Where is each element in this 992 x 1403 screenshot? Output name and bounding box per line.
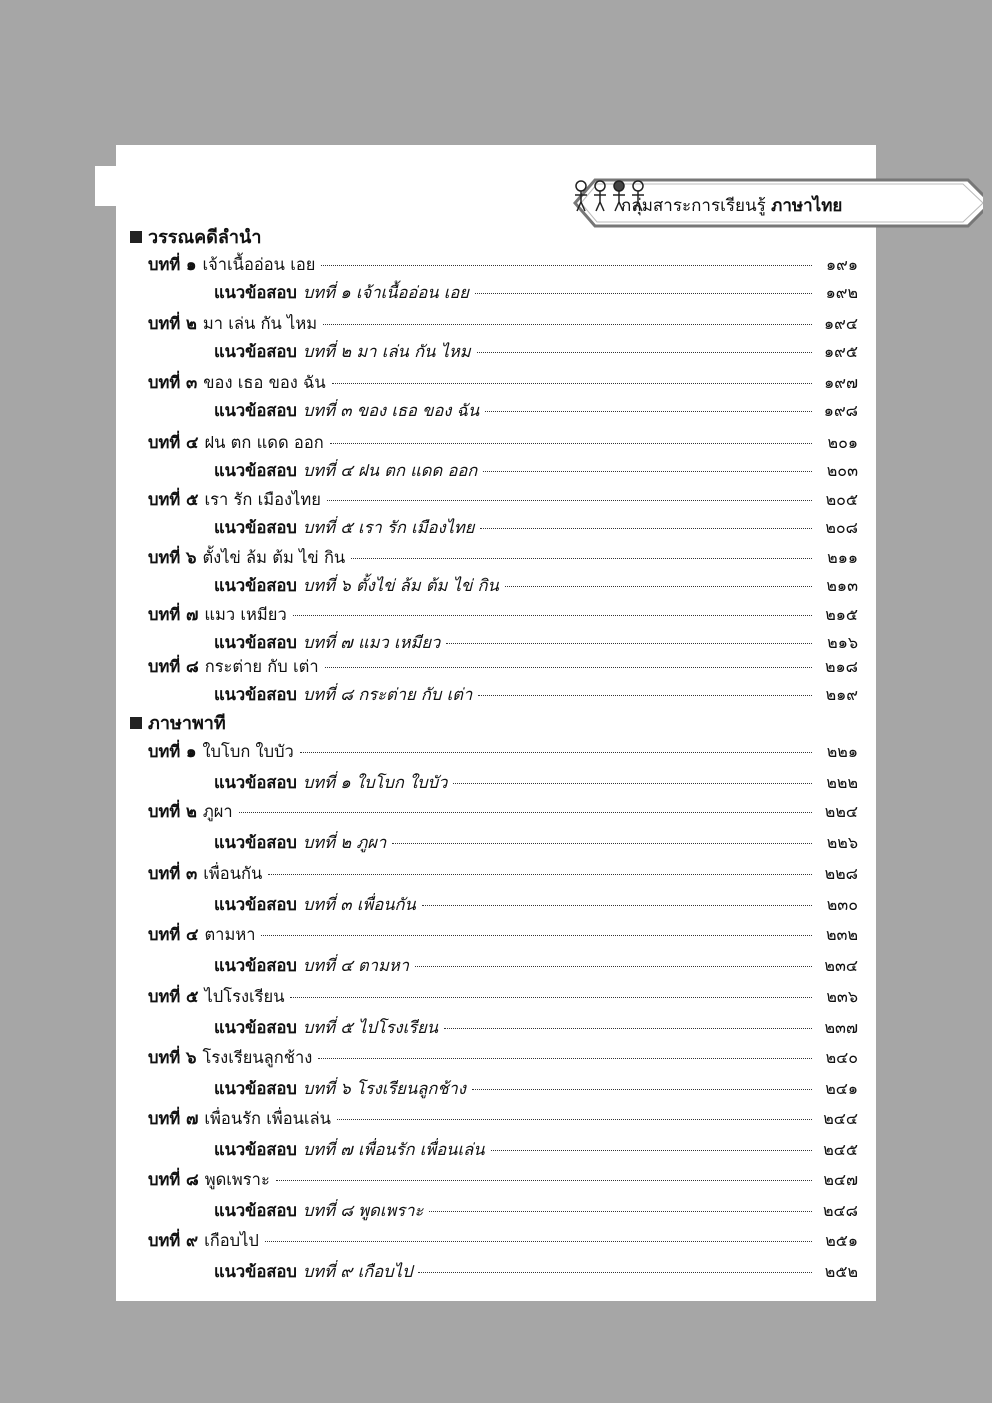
dot-leader <box>480 527 812 529</box>
page-number: ๒๔๗ <box>823 1170 858 1189</box>
page-number: ๒๔๕ <box>823 1139 858 1159</box>
toc-lesson-row[interactable] <box>148 487 858 513</box>
dot-leader <box>332 382 812 384</box>
page-number: ๑๙๗ <box>824 373 858 392</box>
exercise-label: แนวข้อสอบ <box>214 576 297 595</box>
dot-leader <box>444 1027 812 1029</box>
toc-exercise-row[interactable] <box>214 280 858 306</box>
lesson-number: บทที่ ๖ <box>148 1048 197 1067</box>
toc-lesson-row[interactable] <box>148 922 858 948</box>
kids-icon <box>573 178 653 214</box>
lesson-number: บทที่ ๘ <box>148 1170 199 1189</box>
lesson-title: ภูผา <box>202 802 233 821</box>
exercise-ref: บทที่ ๙ เกือบไป <box>302 1261 413 1281</box>
lesson-title: โรงเรียนลูกช้าง <box>202 1048 313 1067</box>
lesson-title: แมว เหมียว <box>204 605 287 624</box>
lesson-title: เพื่อนรัก เพื่อนเล่น <box>204 1109 331 1128</box>
banner-title <box>621 192 842 219</box>
toc-exercise-row[interactable] <box>214 1015 858 1041</box>
exercise-ref: บทที่ ๒ มา เล่น กัน ไหม <box>302 342 471 361</box>
lesson-title: ตามหา <box>204 925 256 944</box>
exercise-label: แนวข้อสอบ <box>214 401 297 420</box>
exercise-ref: บทที่ ๕ เรา รัก เมืองไทย <box>302 518 475 537</box>
dot-leader <box>327 499 812 501</box>
exercise-ref: บทที่ ๔ ตามหา <box>302 955 410 975</box>
lesson-title: เกือบไป <box>204 1231 259 1250</box>
dot-leader <box>392 842 812 844</box>
exercise-label: แนวข้อสอบ <box>214 1078 297 1098</box>
page-corner <box>95 166 125 206</box>
dot-leader <box>429 1210 812 1212</box>
lesson-title: ฝน ตก แดด ออก <box>204 433 324 452</box>
exercise-label: แนวข้อสอบ <box>214 518 297 537</box>
exercise-ref: บทที่ ๘ พูดเพราะ <box>302 1200 424 1220</box>
page-number: ๒๑๑ <box>827 548 858 567</box>
toc-exercise-row[interactable] <box>214 770 858 796</box>
page-number: ๑๙๒ <box>825 283 858 302</box>
dot-leader <box>268 873 812 875</box>
page-number: ๒๔๑ <box>825 1078 858 1098</box>
exercise-label: แนวข้อสอบ <box>214 955 297 975</box>
dot-leader <box>505 585 812 587</box>
toc-lesson-row[interactable] <box>148 739 858 765</box>
page-number: ๒๒๒ <box>826 772 858 792</box>
dot-leader <box>453 782 812 784</box>
lesson-number: บทที่ ๒ <box>148 314 197 333</box>
toc-lesson-row[interactable] <box>148 252 858 278</box>
lesson-number: บทที่ ๑ <box>148 742 197 761</box>
lesson-title: กระต่าย กับ เต่า <box>204 657 319 676</box>
exercise-label: แนวข้อสอบ <box>214 1261 297 1281</box>
lesson-number: บทที่ ๔ <box>148 925 199 944</box>
dot-leader <box>318 1057 812 1059</box>
toc-lesson-row[interactable] <box>148 602 858 628</box>
exercise-label: แนวข้อสอบ <box>214 1139 297 1159</box>
section-title: ภาษาพาที <box>148 713 226 734</box>
exercise-ref: บทที่ ๑ เจ้าเนื้ออ่อน เอย <box>302 283 469 302</box>
section-title: วรรณคดีลำนำ <box>148 227 262 248</box>
toc-exercise-row[interactable] <box>214 630 858 656</box>
bullet-square-icon <box>130 717 142 729</box>
exercise-ref: บทที่ ๑ ใบโบก ใบบัว <box>302 772 448 792</box>
dot-leader <box>337 1118 812 1120</box>
section-heading <box>130 708 226 737</box>
exercise-ref: บทที่ ๓ เพื่อนกัน <box>302 894 416 914</box>
bullet-square-icon <box>130 231 142 243</box>
toc-lesson-row[interactable] <box>148 654 858 680</box>
lesson-number: บทที่ ๕ <box>148 987 199 1006</box>
exercise-ref: บทที่ ๕ ไปโรงเรียน <box>302 1017 439 1037</box>
exercise-label: แนวข้อสอบ <box>214 342 297 361</box>
page-number: ๒๓๖ <box>826 987 858 1006</box>
lesson-number: บทที่ ๗ <box>148 605 199 624</box>
toc-exercise-row[interactable] <box>214 573 858 599</box>
toc-exercise-row[interactable] <box>214 339 858 365</box>
page-number: ๒๒๔ <box>824 802 858 821</box>
page-number: ๒๔๐ <box>825 1048 858 1067</box>
dot-leader <box>446 642 812 644</box>
dot-leader <box>491 1149 813 1151</box>
toc-exercise-row[interactable] <box>214 458 858 484</box>
page-number: ๒๔๘ <box>823 1200 858 1220</box>
exercise-label: แนวข้อสอบ <box>214 633 297 652</box>
lesson-number: บทที่ ๓ <box>148 864 198 883</box>
toc-lesson-row[interactable] <box>148 984 858 1010</box>
page-number: ๑๙๔ <box>824 314 858 333</box>
dot-leader <box>418 1271 812 1273</box>
toc-exercise-row[interactable] <box>214 515 858 541</box>
exercise-label: แนวข้อสอบ <box>214 1200 297 1220</box>
dot-leader <box>485 410 812 412</box>
dot-leader <box>478 694 812 696</box>
exercise-label: แนวข้อสอบ <box>214 685 297 704</box>
dot-leader <box>330 442 812 444</box>
exercise-ref: บทที่ ๒ ภูผา <box>302 832 387 852</box>
page-number: ๒๐๓ <box>826 461 858 480</box>
exercise-label: แนวข้อสอบ <box>214 894 297 914</box>
toc-lesson-row[interactable] <box>148 1045 858 1071</box>
lesson-number: บทที่ ๓ <box>148 373 198 392</box>
toc-exercise-row[interactable] <box>214 1076 858 1102</box>
dot-leader <box>325 666 812 668</box>
lesson-number: บทที่ ๙ <box>148 1231 199 1250</box>
page-number: ๑๙๕ <box>824 342 858 361</box>
dot-leader <box>422 904 812 906</box>
lesson-number: บทที่ ๕ <box>148 490 199 509</box>
exercise-label: แนวข้อสอบ <box>214 772 297 792</box>
page-number: ๒๒๖ <box>826 832 858 852</box>
lesson-title: ของ เธอ ของ ฉัน <box>203 373 326 392</box>
dot-leader <box>300 751 812 753</box>
exercise-ref: บทที่ ๓ ของ เธอ ของ ฉัน <box>302 401 480 420</box>
lesson-title: ตั้งไข่ ล้ม ต้ม ไข่ กิน <box>202 548 346 567</box>
toc-lesson-row[interactable] <box>148 545 858 571</box>
dot-leader <box>239 811 812 813</box>
exercise-label: แนวข้อสอบ <box>214 1017 297 1037</box>
lesson-title: พูดเพราะ <box>204 1170 270 1189</box>
exercise-label: แนวข้อสอบ <box>214 832 297 852</box>
page-number: ๒๓๗ <box>824 1017 858 1037</box>
toc-exercise-row[interactable] <box>214 1198 858 1224</box>
toc-exercise-row[interactable] <box>214 892 858 918</box>
page-number: ๒๔๔ <box>823 1109 858 1128</box>
subject-banner <box>573 178 983 228</box>
lesson-title: ใบโบก ใบบัว <box>202 742 294 761</box>
exercise-ref: บทที่ ๔ ฝน ตก แดด ออก <box>302 461 478 480</box>
page-number: ๒๐๕ <box>825 490 858 509</box>
page-number: ๒๓๒ <box>825 925 858 944</box>
toc-lesson-row[interactable] <box>148 1106 858 1132</box>
toc-exercise-row[interactable] <box>214 682 858 708</box>
dot-leader <box>351 557 812 559</box>
dot-leader <box>265 1240 812 1242</box>
exercise-ref: บทที่ ๗ แมว เหมียว <box>302 633 441 652</box>
lesson-number: บทที่ ๘ <box>148 657 199 676</box>
lesson-number: บทที่ ๗ <box>148 1109 199 1128</box>
dot-leader <box>475 292 812 294</box>
toc-lesson-row[interactable] <box>148 1167 858 1193</box>
lesson-title: เพื่อนกัน <box>203 864 263 883</box>
subject-prefix: กลุ่มสาระการเรียนรู้ <box>621 196 766 216</box>
toc-lesson-row[interactable] <box>148 311 858 337</box>
lesson-number: บทที่ ๔ <box>148 433 199 452</box>
page-number: ๒๒๘ <box>824 864 858 883</box>
page-number: ๒๒๑ <box>826 742 858 761</box>
page-number: ๒๑๘ <box>824 657 858 676</box>
page-number: ๒๐๘ <box>825 518 858 537</box>
lesson-number: บทที่ ๑ <box>148 255 197 274</box>
page-number: ๒๑๖ <box>827 633 858 652</box>
toc-exercise-row[interactable] <box>214 830 858 856</box>
page-number: ๒๕๑ <box>825 1231 858 1250</box>
exercise-ref: บทที่ ๗ เพื่อนรัก เพื่อนเล่น <box>302 1139 485 1159</box>
dot-leader <box>323 323 812 325</box>
toc-lesson-row[interactable] <box>148 861 858 887</box>
exercise-ref: บทที่ ๖ ตั้งไข่ ล้ม ต้ม ไข่ กิน <box>302 576 499 595</box>
page-number: ๒๓๐ <box>826 894 858 914</box>
dot-leader <box>290 996 812 998</box>
lesson-title: เจ้าเนื้ออ่อน เอย <box>202 255 316 274</box>
exercise-label: แนวข้อสอบ <box>214 461 297 480</box>
toc-lesson-row[interactable] <box>148 370 858 396</box>
dot-leader <box>477 351 812 353</box>
page-number: ๒๑๙ <box>825 685 858 704</box>
page-number: ๒๕๒ <box>824 1261 858 1281</box>
lesson-title: ไปโรงเรียน <box>204 987 285 1006</box>
page-number: ๒๑๕ <box>825 605 858 624</box>
toc-exercise-row[interactable] <box>214 1259 858 1285</box>
page-number: ๒๓๔ <box>824 955 858 975</box>
lesson-title: มา เล่น กัน ไหม <box>202 314 318 333</box>
page-number: ๑๙๘ <box>823 401 858 420</box>
dot-leader <box>321 264 812 266</box>
dot-leader <box>261 934 812 936</box>
dot-leader <box>293 614 812 616</box>
toc-exercise-row[interactable] <box>214 398 858 424</box>
page-number: ๒๑๓ <box>826 576 858 595</box>
dot-leader <box>276 1179 812 1181</box>
exercise-ref: บทที่ ๖ โรงเรียนลูกช้าง <box>302 1078 466 1098</box>
toc-exercise-row[interactable] <box>214 953 858 979</box>
dot-leader <box>472 1088 812 1090</box>
subject-name: ภาษาไทย <box>771 196 843 216</box>
exercise-label: แนวข้อสอบ <box>214 283 297 302</box>
toc-lesson-row[interactable] <box>148 1228 858 1254</box>
lesson-title: เรา รัก เมืองไทย <box>204 490 321 509</box>
section-heading <box>130 222 261 251</box>
dot-leader <box>483 470 812 472</box>
lesson-number: บทที่ ๒ <box>148 802 197 821</box>
toc-lesson-row[interactable] <box>148 799 858 825</box>
dot-leader <box>415 965 812 967</box>
page-number: ๒๐๑ <box>827 433 858 452</box>
toc-lesson-row[interactable] <box>148 430 858 456</box>
toc-exercise-row[interactable] <box>214 1137 858 1163</box>
lesson-number: บทที่ ๖ <box>148 548 197 567</box>
page-number: ๑๙๑ <box>825 255 858 274</box>
exercise-ref: บทที่ ๘ กระต่าย กับ เต่า <box>302 685 473 704</box>
